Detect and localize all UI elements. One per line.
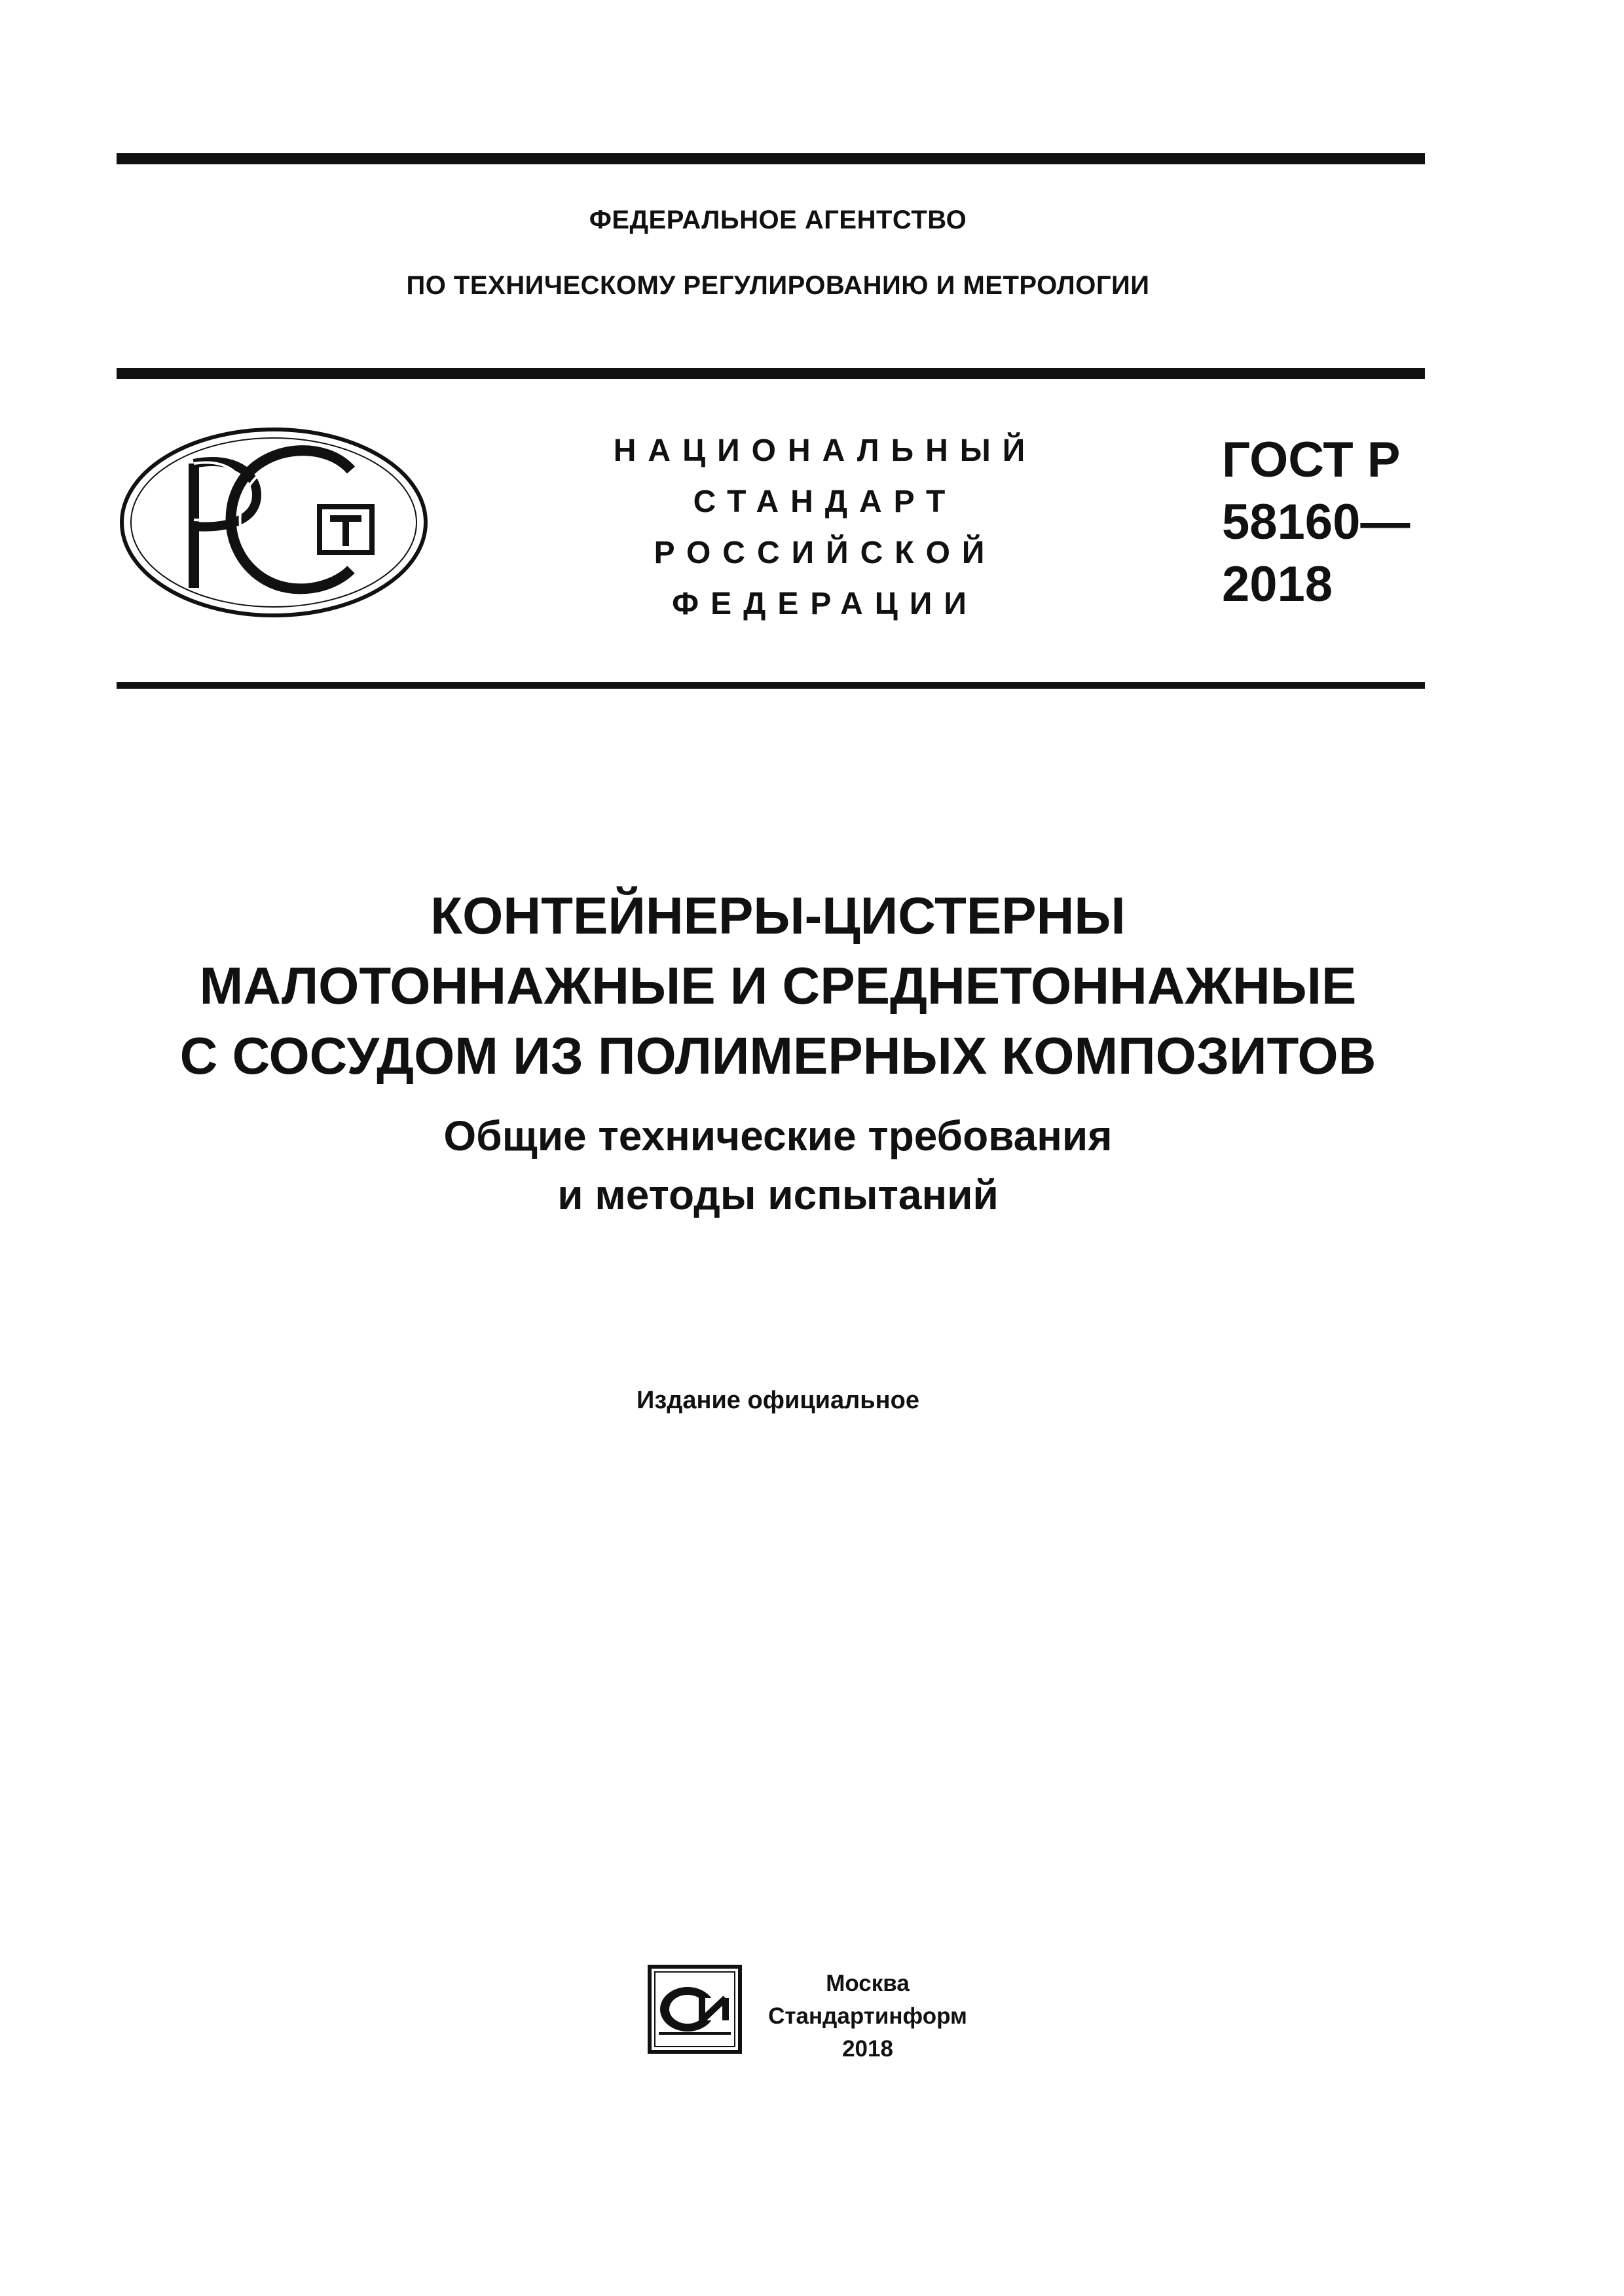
standard-type-line-2: СТАНДАРТ — [693, 484, 957, 519]
subtitle-line-2: и методы испытаний — [557, 1171, 999, 1218]
rst-emblem-icon — [117, 424, 431, 621]
standartinform-logo-icon — [647, 1964, 743, 2054]
publisher-name: Стандартинформ — [768, 2003, 967, 2029]
top-rule — [117, 153, 1425, 164]
title-line-2: МАЛОТОННАЖНЫЕ И СРЕДНЕТОННАЖНЫЕ — [199, 957, 1357, 1015]
bottom-rule — [117, 682, 1425, 689]
standard-type-line-1: НАЦИОНАЛЬНЫЙ — [613, 433, 1037, 468]
standard-type-line-3: РОССИЙСКОЙ — [654, 536, 997, 570]
subtitle-line-1: Общие технические требования — [443, 1112, 1113, 1159]
publisher-year: 2018 — [842, 2036, 893, 2062]
title-line-1: КОНТЕЙНЕРЫ-ЦИСТЕРНЫ — [430, 886, 1126, 945]
title-line-3: С СОСУДОМ ИЗ ПОЛИМЕРНЫХ КОМПОЗИТОВ — [179, 1027, 1376, 1085]
publisher-info — [760, 1967, 976, 2066]
standard-type-line-4: ФЕДЕРАЦИИ — [672, 587, 978, 621]
standard-type-block — [576, 426, 1074, 630]
middle-rule — [117, 368, 1425, 379]
standard-designation — [1222, 429, 1445, 615]
agency-line-2: ПО ТЕХНИЧЕСКОМУ РЕГУЛИРОВАНИЮ И МЕТРОЛОГИИ — [406, 271, 1150, 300]
publisher-city: Москва — [826, 1971, 910, 1996]
designation-line-2: 58160— — [1222, 494, 1411, 550]
document-title — [117, 881, 1439, 1091]
designation-line-3: 2018 — [1222, 556, 1333, 612]
agency-line-1: ФЕДЕРАЛЬНОЕ АГЕНТСТВО — [589, 206, 967, 234]
edition-label: Издание официальное — [637, 1387, 919, 1414]
designation-line-1: ГОСТ Р — [1222, 432, 1401, 488]
document-subtitle — [117, 1106, 1439, 1224]
